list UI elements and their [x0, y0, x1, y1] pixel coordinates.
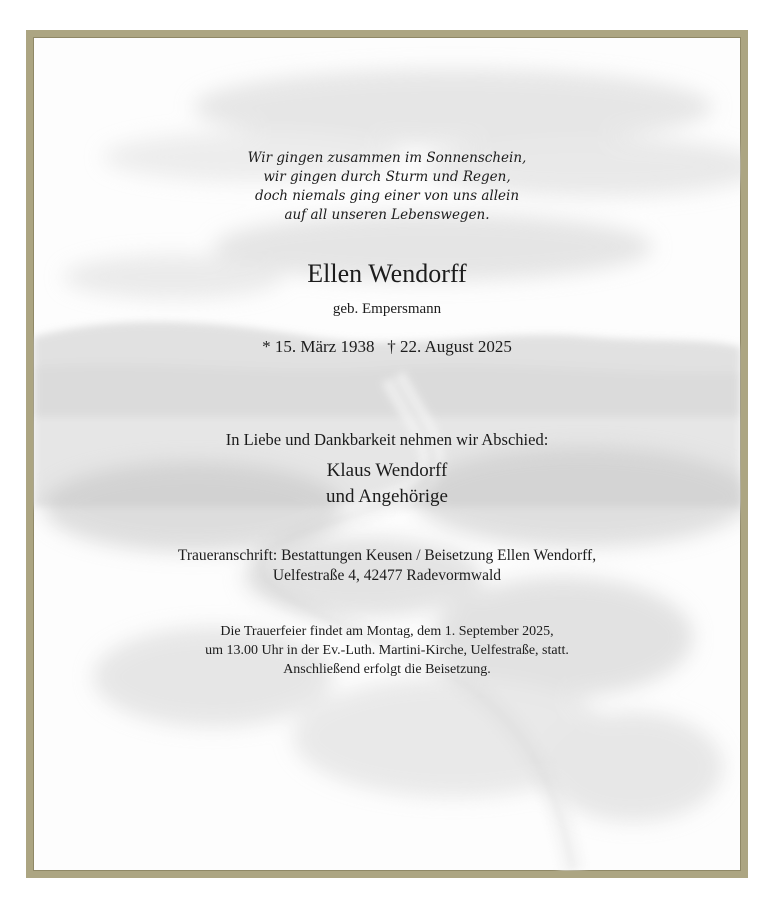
birth-name: geb. Empersmann — [332, 301, 442, 317]
farewell-text: In Liebe und Dankbarkeit nehmen wir Abschied: — [225, 430, 549, 449]
ceremony-line-2: um 13.00 Uhr in der Ev.-Luth. Martini-Kirche, Uelfestraße, statt. — [205, 643, 569, 658]
mourner-line-2: und Angehörige — [326, 486, 448, 507]
ceremony-line-3: Anschließend erfolgt die Beisetzung. — [283, 662, 491, 677]
notice-content — [33, 37, 741, 871]
poem-line-1: Wir gingen zusammen im Sonnenschein, — [247, 150, 527, 166]
poem-line-4: auf all unseren Lebenswegen. — [284, 207, 490, 223]
life-dates: * 15. März 1938 † 22. August 2025 — [262, 337, 512, 356]
poem-line-2: wir gingen durch Sturm und Regen, — [263, 169, 511, 185]
ceremony-line-1: Die Trauerfeier findet am Montag, dem 1. September 2025, — [220, 624, 554, 639]
address-line-1: Traueranschrift: Bestattungen Keusen / Beisetzung Ellen Wendorff, — [177, 547, 597, 564]
address-line-2: Uelfestraße 4, 42477 Radevormwald — [272, 567, 502, 584]
notice-frame — [26, 30, 748, 878]
deceased-name: Ellen Wendorff — [307, 259, 467, 288]
mourner-line-1: Klaus Wendorff — [326, 460, 448, 481]
poem-line-3: doch niemals ging einer von uns allein — [254, 188, 520, 204]
